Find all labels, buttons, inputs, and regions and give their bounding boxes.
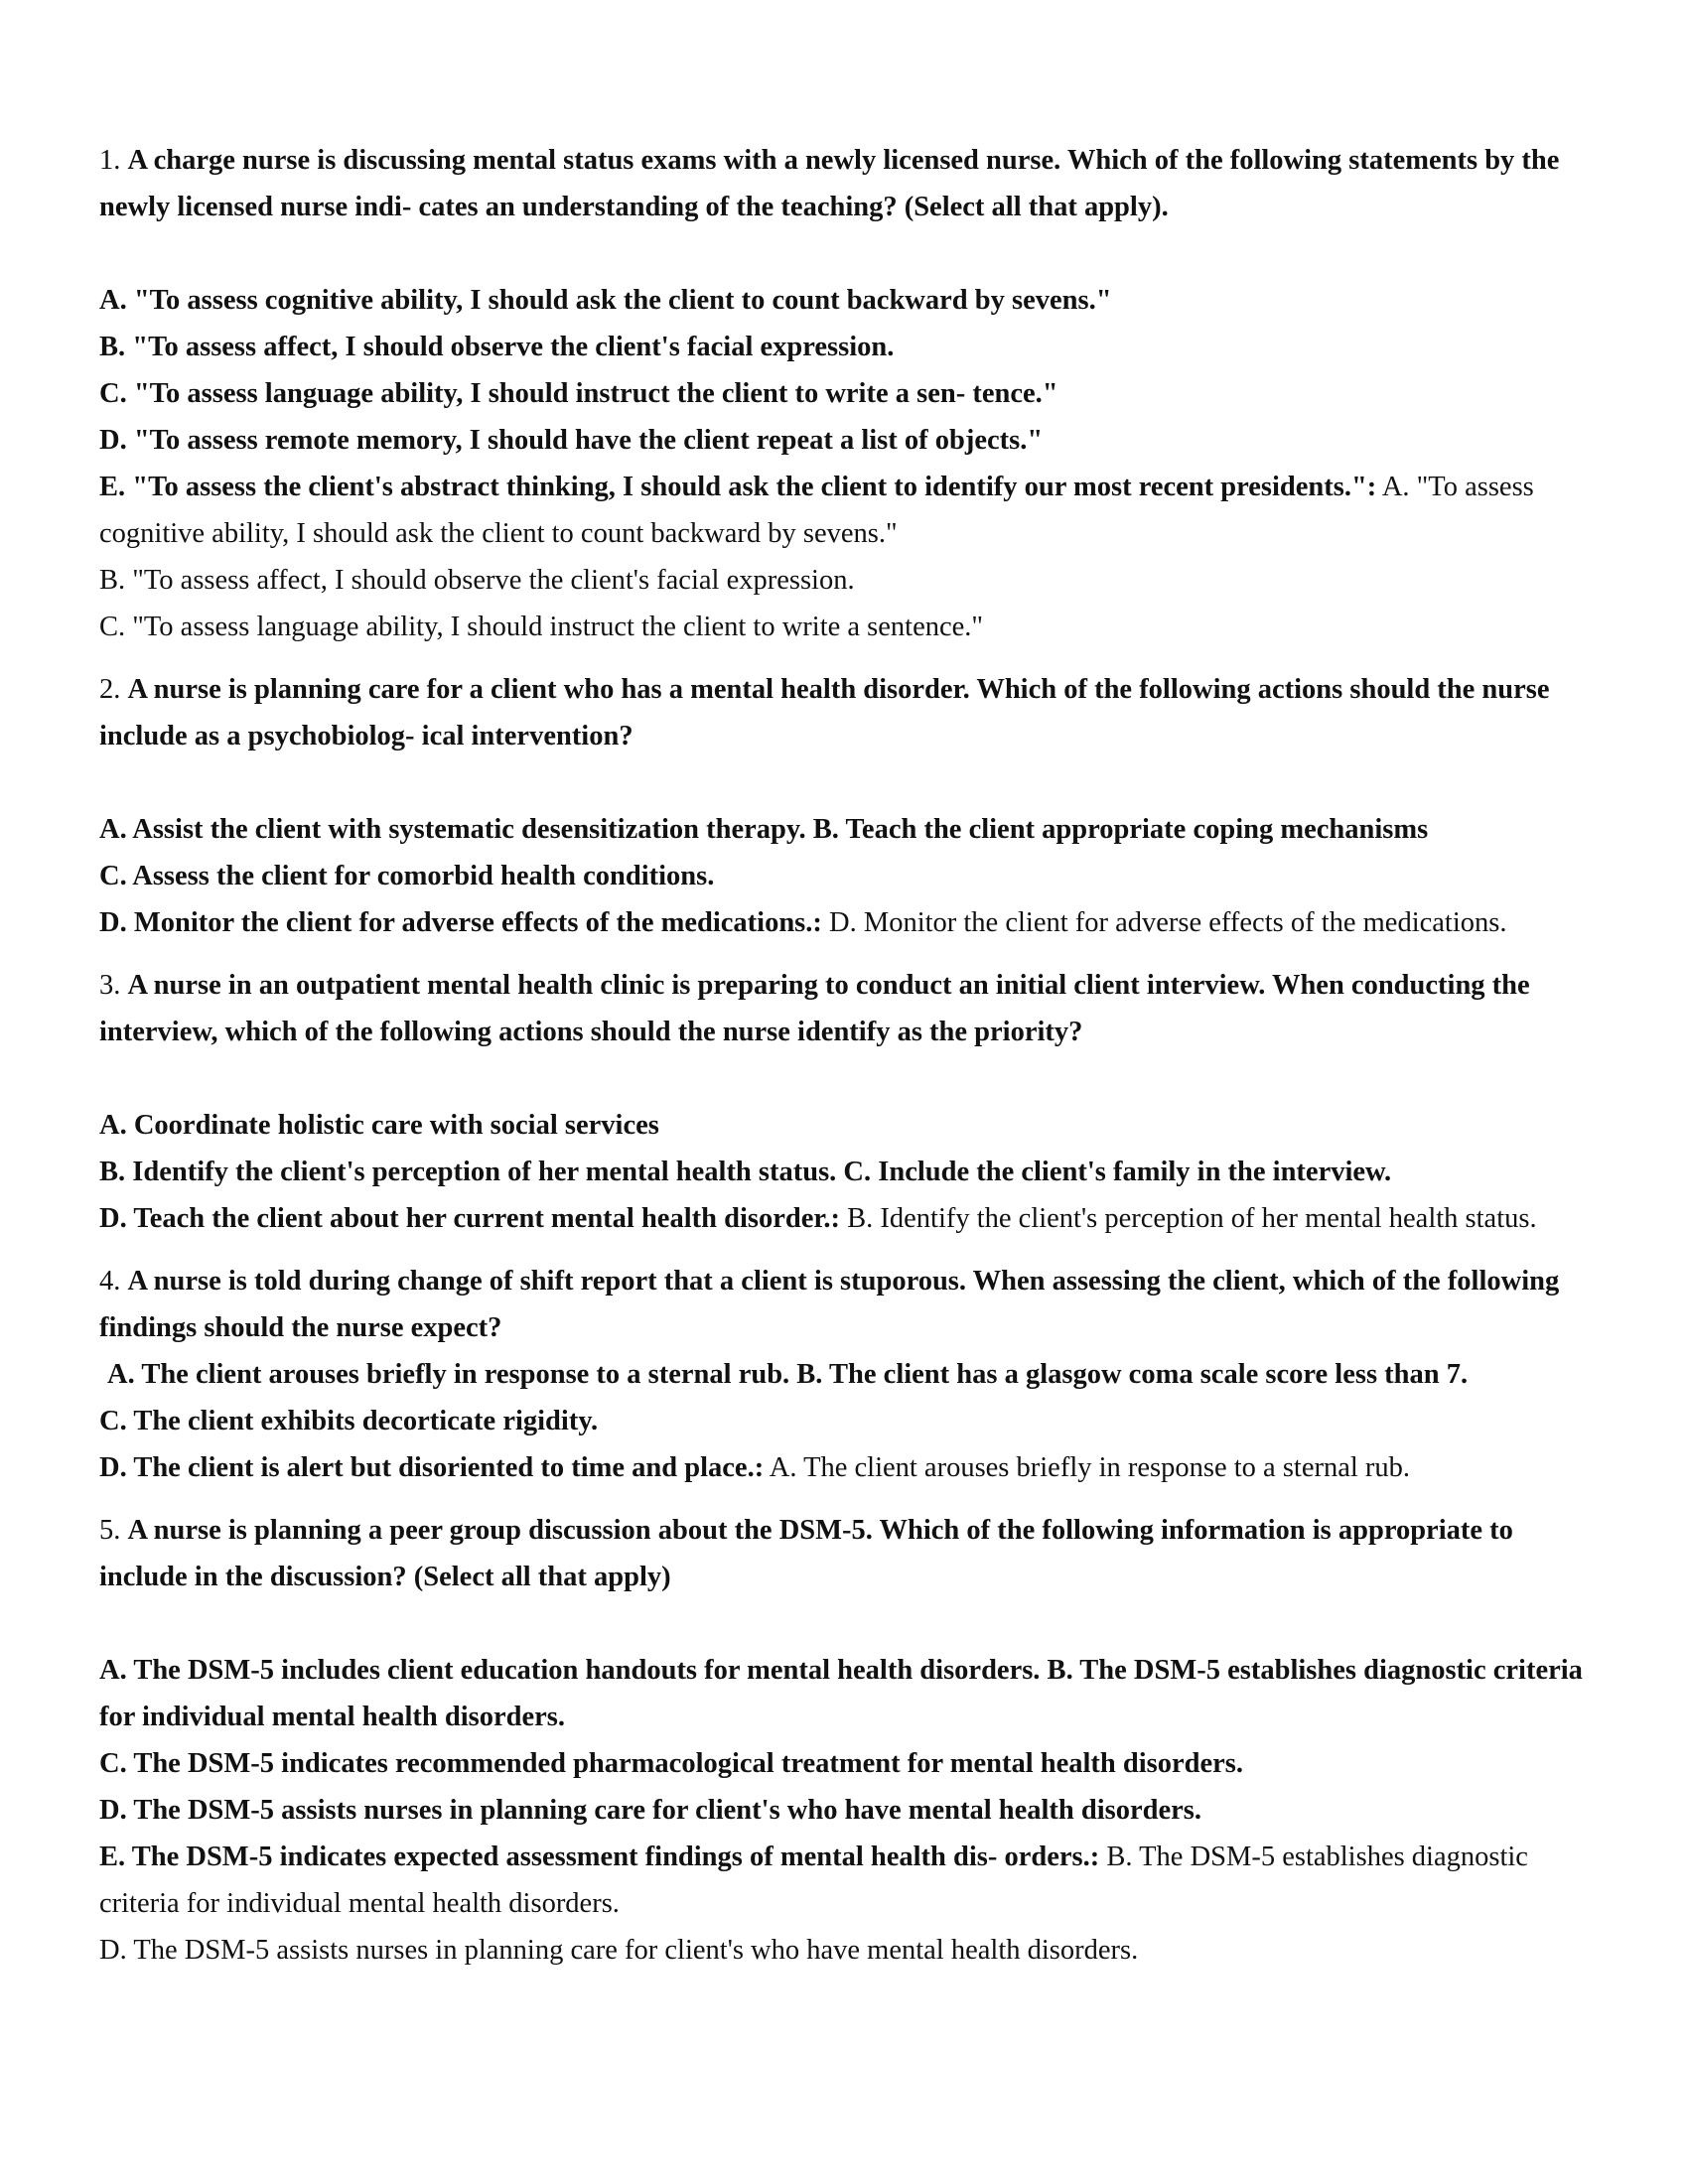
question-5 — [99, 1507, 1589, 1974]
document-page — [99, 137, 1589, 1974]
answer-text: B. Identify the client's perception of her mental health status. — [847, 1203, 1537, 1234]
question-2 — [99, 666, 1589, 946]
question-4 — [99, 1258, 1589, 1491]
question-number: 2. — [99, 674, 121, 705]
question-number: 1. — [99, 145, 121, 176]
question-stem — [99, 666, 1589, 759]
option-e: E. "To assess the client's abstract thinking, I should ask the client to identify our most recent presidents.": — [99, 472, 1377, 502]
question-text: A nurse is planning a peer group discussion about the DSM-5. Which of the following information is appropriate to include in the discussion? (Select all that apply) — [99, 1515, 1513, 1592]
question-stem — [99, 1507, 1589, 1600]
question-stem — [99, 962, 1589, 1055]
option-last-with-answer — [99, 1444, 1589, 1491]
option-e: E. The DSM-5 indicates expected assessment findings of mental health dis- orders.: — [99, 1842, 1100, 1872]
answer-text: A. "To assess cognitive ability, I should ask the client to count backward by sevens." — [99, 472, 1534, 549]
option-last-with-answer — [99, 1834, 1589, 1927]
option-d: D. "To assess remote memory, I should have the client repeat a list of objects." — [99, 425, 1044, 456]
option-a-b: A. Assist the client with systematic desensitization therapy. B. Teach the client appropriate coping mechanisms — [99, 814, 1429, 845]
question-1 — [99, 137, 1589, 650]
option-a: A. Coordinate holistic care with social services — [99, 1110, 659, 1141]
option-b: B. "To assess affect, I should observe the client's facial expression. — [99, 332, 895, 362]
question-number: 5. — [99, 1515, 121, 1546]
option-c: C. "To assess language ability, I should instruct the client to write a sen- tence." — [99, 378, 1058, 409]
option-c: C. The client exhibits decorticate rigidity. — [99, 1406, 599, 1436]
question-text: A nurse is planning care for a client who has a mental health disorder. Which of the following actions should the nurse include as a psychobiolog- ical intervention? — [99, 674, 1550, 751]
option-d: D. Monitor the client for adverse effects of the medications.: — [99, 907, 822, 938]
option-d: D. The DSM-5 assists nurses in planning care for client's who have mental health disorders. — [99, 1795, 1201, 1826]
question-text: A charge nurse is discussing mental status exams with a newly licensed nurse. Which of the following statements by the newly licensed nurse indi- cates an understanding of the teaching? (Select all that apply). — [99, 145, 1560, 222]
answer-text: A. The client arouses briefly in response to a sternal rub. — [769, 1452, 1411, 1483]
answer-line: B. "To assess affect, I should observe the client's facial expression. — [99, 565, 855, 596]
answer-text: D. Monitor the client for adverse effects of the medications. — [829, 907, 1507, 938]
option-last-with-answer — [99, 464, 1589, 557]
option-d: D. Teach the client about her current mental health disorder.: — [99, 1203, 840, 1234]
question-number: 3. — [99, 970, 121, 1001]
question-stem — [99, 137, 1589, 230]
question-text: A nurse is told during change of shift report that a client is stuporous. When assessing the client, which of the following findings should the nurse expect? — [99, 1266, 1560, 1343]
question-text: A nurse in an outpatient mental health clinic is preparing to conduct an initial client interview. When conducting the interview, which of the following actions should the nurse identify as the priority? — [99, 970, 1530, 1047]
option-c: C. The DSM-5 indicates recommended pharmacological treatment for mental health disorders. — [99, 1748, 1244, 1779]
answer-text: B. The DSM-5 establishes diagnostic criteria for individual mental health disorders. — [99, 1842, 1528, 1919]
question-3 — [99, 962, 1589, 1242]
option-last-with-answer — [99, 899, 1589, 946]
answer-line: D. The DSM-5 assists nurses in planning care for client's who have mental health disorders. — [99, 1935, 1139, 1966]
option-last-with-answer — [99, 1195, 1589, 1242]
option-a-b: A. The DSM-5 includes client education handouts for mental health disorders. B. The DSM-5 establishes diagnostic criteria for individual mental health disorders. — [99, 1655, 1583, 1732]
option-d: D. The client is alert but disoriented to time and place.: — [99, 1452, 765, 1483]
option-a: A. "To assess cognitive ability, I should ask the client to count backward by sevens." — [99, 285, 1112, 316]
question-number: 4. — [99, 1266, 121, 1297]
option-b-c: B. Identify the client's perception of her mental health status. C. Include the client's family in the interview. — [99, 1157, 1392, 1187]
option-a-b: A. The client arouses briefly in response to a sternal rub. B. The client has a glasgow coma scale score less than 7. — [107, 1359, 1469, 1390]
question-stem — [99, 1258, 1589, 1351]
option-c: C. Assess the client for comorbid health conditions. — [99, 861, 715, 891]
answer-line: C. "To assess language ability, I should instruct the client to write a sentence." — [99, 612, 984, 642]
